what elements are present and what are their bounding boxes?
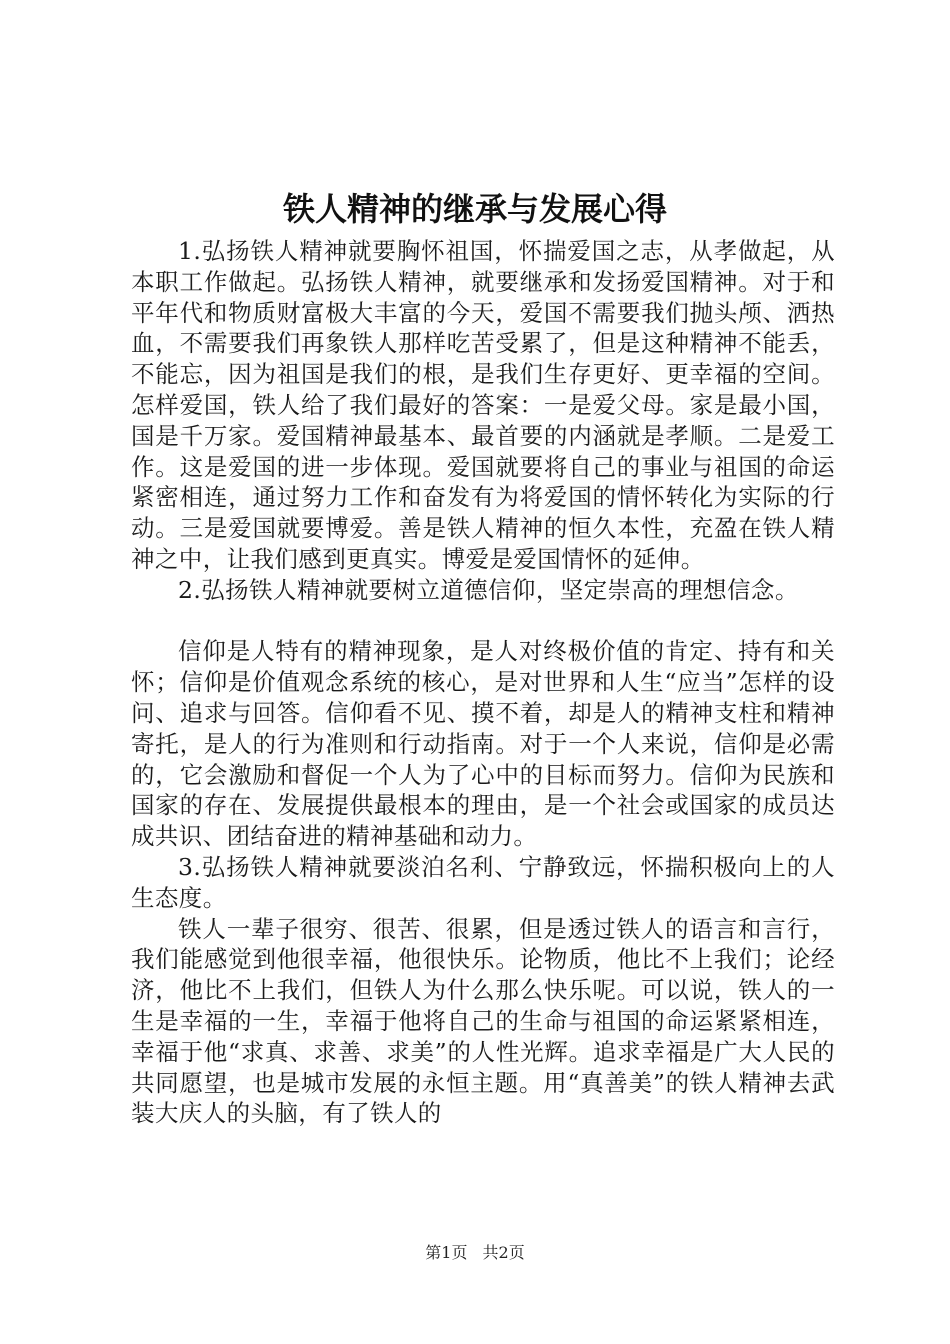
paragraph-4-heading: 3.弘扬铁人精神就要淡泊名利、宁静致远，怀揣积极向上的人生态度。 <box>131 852 835 912</box>
paragraph-1: 1.弘扬铁人精神就要胸怀祖国，怀揣爱国之志，从孝做起，从本职工作做起。弘扬铁人精神，就要继承和发扬爱国精神。对于和平年代和物质财富极大丰富的今天，爱国不需要我们抛头颅、洒热血，不需要我们再象铁人那样吃苦受累了，但是这种精神不能丢，不能忘，因为祖国是我们的根，是我们生存更好、更幸福的空间。怎样爱国，铁人给了我们最好的答案：一是爱父母。家是最小国，国是千万家。爱国精神最基本、最首要的内涵就是孝顺。二是爱工作。这是爱国的进一步体现。爱国就要将自己的事业与祖国的命运紧密相连，通过努力工作和奋发有为将爱国的情怀转化为实际的行动。三是爱国就要博爱。善是铁人精神的恒久本性，充盈在铁人精神之中，让我们感到更真实。博爱是爱国情怀的延伸。 <box>131 237 835 573</box>
page-number-current: 第1页 <box>425 1243 468 1262</box>
page-footer <box>0 1242 950 1264</box>
paragraph-2-heading: 2.弘扬铁人精神就要树立道德信仰，坚定崇高的理想信念。 <box>178 575 799 604</box>
document-title: 铁人精神的继承与发展心得 <box>282 190 667 228</box>
page-number-total: 共2页 <box>482 1243 525 1262</box>
paragraph-5: 铁人一辈子很穷、很苦、很累，但是透过铁人的语言和言行，我们能感觉到他很幸福，他很快乐。论物质，他比不上我们；论经济，他比不上我们，但铁人为什么那么快乐呢。可以说，铁人的一生是幸福的一生，幸福于他将自己的生命与祖国的命运紧紧相连，幸福于他“求真、求善、求美”的人性光辉。追求幸福是广大人民的共同愿望，也是城市发展的永恒主题。用“真善美”的铁人精神去武装大庆人的头脑，有了铁人的 <box>131 914 835 1128</box>
paragraph-3: 信仰是人特有的精神现象，是人对终极价值的肯定、持有和关怀；信仰是价值观念系统的核心，是对世界和人生“应当”怎样的设问、追求与回答。信仰看不见、摸不着，却是人的精神支柱和精神寄托，是人的行为准则和行动指南。对于一个人来说，信仰是必需的，它会激励和督促一个人为了心中的目标而努力。信仰为民族和国家的存在、发展提供最根本的理由，是一个社会或国家的成员达成共识、团结奋进的精神基础和动力。 <box>131 637 835 851</box>
document-body <box>131 236 835 1129</box>
